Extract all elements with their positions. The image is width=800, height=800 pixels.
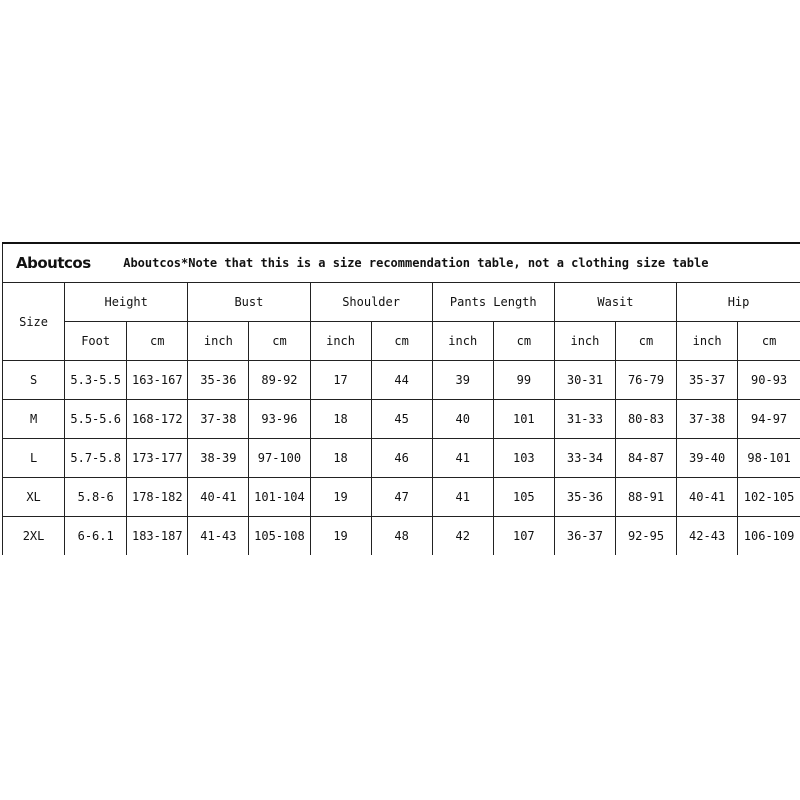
- measurement-cell: 40: [432, 400, 493, 439]
- measurement-cell: 35-36: [188, 361, 249, 400]
- measurement-cell: 5.8-6: [65, 478, 127, 517]
- unit-header: cm: [127, 322, 188, 361]
- unit-header: cm: [371, 322, 432, 361]
- measurement-cell: 39: [432, 361, 493, 400]
- measurement-cell: 17: [310, 361, 371, 400]
- table-row: [3, 439, 800, 478]
- header-unit-row: [3, 322, 800, 361]
- table-row: [3, 517, 800, 556]
- measurement-cell: 105: [493, 478, 554, 517]
- measurement-cell: 106-109: [738, 517, 800, 556]
- measurement-cell: 93-96: [249, 400, 310, 439]
- measurement-cell: 76-79: [615, 361, 676, 400]
- measurement-cell: 44: [371, 361, 432, 400]
- measurement-cell: 41: [432, 439, 493, 478]
- size-label-cell: L: [3, 439, 65, 478]
- measurement-cell: 102-105: [738, 478, 800, 517]
- measurement-cell: 183-187: [127, 517, 188, 556]
- measurement-cell: 88-91: [615, 478, 676, 517]
- measurement-cell: 98-101: [738, 439, 800, 478]
- size-column-header: Size: [3, 283, 65, 361]
- unit-header: inch: [432, 322, 493, 361]
- unit-header: inch: [310, 322, 371, 361]
- pants-length-header: Pants Length: [432, 283, 554, 322]
- measurement-cell: 173-177: [127, 439, 188, 478]
- measurement-cell: 94-97: [738, 400, 800, 439]
- measurement-cell: 178-182: [127, 478, 188, 517]
- unit-header: inch: [554, 322, 615, 361]
- measurement-cell: 168-172: [127, 400, 188, 439]
- measurement-cell: 84-87: [615, 439, 676, 478]
- measurement-cell: 5.7-5.8: [65, 439, 127, 478]
- measurement-cell: 19: [310, 517, 371, 556]
- measurement-cell: 6-6.1: [65, 517, 127, 556]
- measurement-cell: 19: [310, 478, 371, 517]
- measurement-cell: 18: [310, 400, 371, 439]
- unit-header: inch: [677, 322, 738, 361]
- size-label-cell: XL: [3, 478, 65, 517]
- unit-header: inch: [188, 322, 249, 361]
- measurement-cell: 80-83: [615, 400, 676, 439]
- unit-header: Foot: [65, 322, 127, 361]
- measurement-cell: 48: [371, 517, 432, 556]
- size-label-cell: 2XL: [3, 517, 65, 556]
- measurement-cell: 35-37: [677, 361, 738, 400]
- measurement-cell: 37-38: [188, 400, 249, 439]
- measurement-cell: 101: [493, 400, 554, 439]
- measurement-cell: 38-39: [188, 439, 249, 478]
- height-header: Height: [65, 283, 188, 322]
- unit-header: cm: [615, 322, 676, 361]
- table-row: [3, 478, 800, 517]
- measurement-cell: 30-31: [554, 361, 615, 400]
- size-recommendation-table: [2, 242, 800, 555]
- measurement-cell: 37-38: [677, 400, 738, 439]
- table-row: [3, 361, 800, 400]
- measurement-cell: 92-95: [615, 517, 676, 556]
- measurement-cell: 5.3-5.5: [65, 361, 127, 400]
- measurement-cell: 31-33: [554, 400, 615, 439]
- bust-header: Bust: [188, 283, 310, 322]
- table-row: [3, 400, 800, 439]
- size-note: Aboutcos*Note that this is a size recommendation table, not a clothing size table: [123, 256, 709, 270]
- size-label-cell: S: [3, 361, 65, 400]
- measurement-cell: 40-41: [188, 478, 249, 517]
- measurement-cell: 163-167: [127, 361, 188, 400]
- measurement-cell: 42: [432, 517, 493, 556]
- header-group-row: [3, 283, 800, 322]
- table-title-row: [3, 243, 800, 283]
- size-label-cell: M: [3, 400, 65, 439]
- measurement-cell: 18: [310, 439, 371, 478]
- measurement-cell: 46: [371, 439, 432, 478]
- hip-header: Hip: [677, 283, 800, 322]
- measurement-cell: 101-104: [249, 478, 310, 517]
- measurement-cell: 42-43: [677, 517, 738, 556]
- shoulder-header: Shoulder: [310, 283, 432, 322]
- measurement-cell: 39-40: [677, 439, 738, 478]
- measurement-cell: 47: [371, 478, 432, 517]
- measurement-cell: 35-36: [554, 478, 615, 517]
- measurement-cell: 45: [371, 400, 432, 439]
- measurement-cell: 107: [493, 517, 554, 556]
- measurement-cell: 5.5-5.6: [65, 400, 127, 439]
- measurement-cell: 105-108: [249, 517, 310, 556]
- measurement-cell: 97-100: [249, 439, 310, 478]
- unit-header: cm: [738, 322, 800, 361]
- unit-header: cm: [249, 322, 310, 361]
- measurement-cell: 90-93: [738, 361, 800, 400]
- waist-header: Wasit: [554, 283, 676, 322]
- measurement-cell: 99: [493, 361, 554, 400]
- measurement-cell: 36-37: [554, 517, 615, 556]
- measurement-cell: 41: [432, 478, 493, 517]
- brand-label: Aboutcos: [16, 254, 91, 272]
- measurement-cell: 41-43: [188, 517, 249, 556]
- table-title-cell: [3, 243, 800, 283]
- measurement-cell: 89-92: [249, 361, 310, 400]
- measurement-cell: 40-41: [677, 478, 738, 517]
- measurement-cell: 103: [493, 439, 554, 478]
- measurement-cell: 33-34: [554, 439, 615, 478]
- unit-header: cm: [493, 322, 554, 361]
